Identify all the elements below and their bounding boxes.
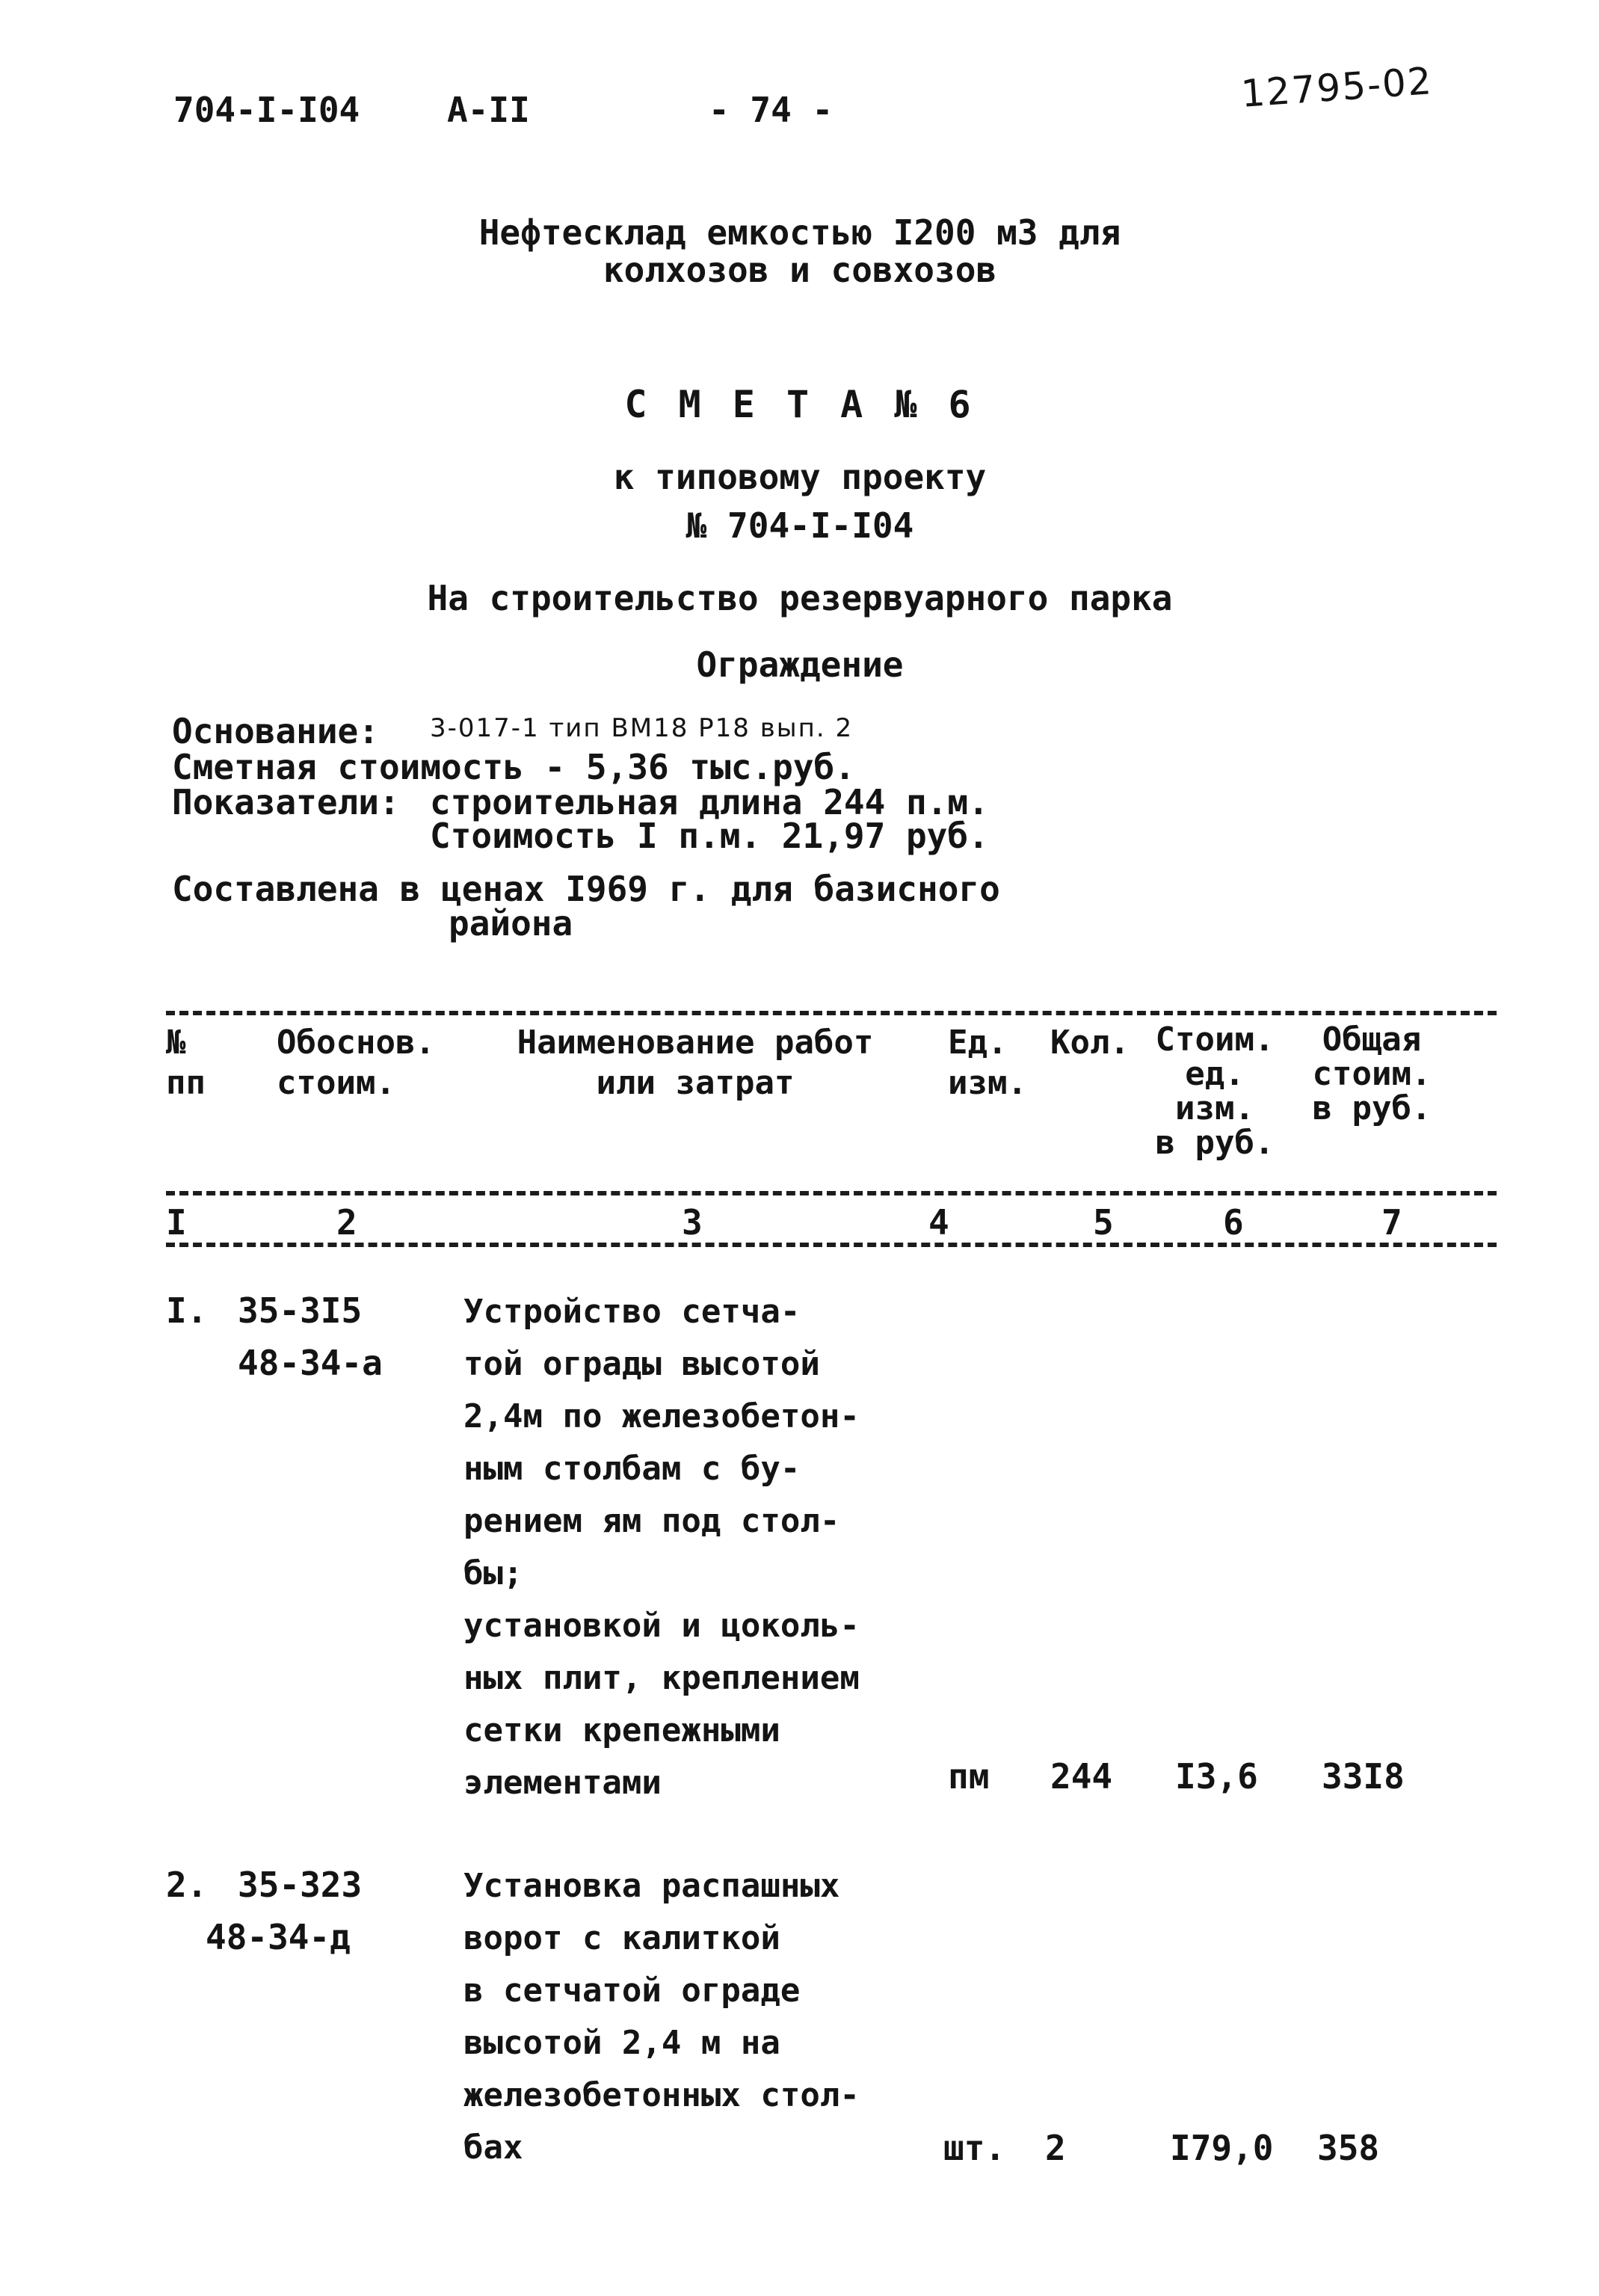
row-description: Устройство сетча- той ограды высотой 2,4м по железобетон- ным столбам с бу- рением ям под стол- бы; установкой и цоколь- ных плит, креплением сетки крепежными элементами	[463, 1293, 860, 1802]
smeta-title: С М Е Т А № 6	[624, 383, 976, 426]
page-number: - 74 -	[709, 90, 834, 130]
header-unit: Ед. изм.	[948, 1024, 1027, 1102]
colnum-5: 5	[1093, 1202, 1114, 1243]
indicators-label: Показатели:	[172, 782, 400, 822]
album-code: А-II	[447, 90, 530, 130]
colnum-2: 2	[336, 1202, 357, 1243]
colnum-3: 3	[682, 1202, 703, 1243]
row-number: I.	[166, 1290, 208, 1331]
indicators-unit-cost: Стоимость I п.м. 21,97 руб.	[430, 816, 989, 856]
estimated-cost: Сметная стоимость - 5,36 тыс.руб.	[172, 747, 855, 787]
section-name: Ограждение	[696, 644, 904, 685]
basis-label: Основание:	[172, 711, 379, 751]
colnum-7: 7	[1381, 1202, 1402, 1243]
header-bottom-rule	[166, 1191, 1497, 1195]
basis-value: 3-017-1 тип ВМ18 Р18 вып. 2	[430, 713, 854, 743]
colnum-6: 6	[1223, 1202, 1244, 1243]
header-no: № пп	[166, 1024, 206, 1102]
row-qty: 244	[1050, 1756, 1113, 1797]
object-title-line1: Нефтесклад емкостью I200 м3 для	[478, 212, 1121, 253]
doc-code: 704-I-I04	[173, 90, 360, 130]
header-unit-price: Стоим. ед. изм. в руб.	[1155, 1021, 1275, 1162]
row-unit-price: I79,0	[1170, 2128, 1274, 2168]
row-qty: 2	[1045, 2128, 1066, 2168]
row-unit: шт.	[943, 2128, 1006, 2168]
row-unit: пм	[948, 1756, 990, 1797]
row-description: Установка распашных ворот с калиткой в сетчатой ограде высотой 2,4 м на железобетонных стол- бах	[463, 1867, 860, 2167]
row-basis-2: 48-34-а	[238, 1343, 383, 1383]
row-basis-1: 35-323	[238, 1865, 363, 1905]
row-basis-1: 35-3I5	[238, 1290, 363, 1331]
header-total: Общая стоим. в руб.	[1312, 1021, 1432, 1127]
price-basis-line2: района	[449, 903, 573, 944]
row-unit-price: I3,6	[1175, 1756, 1258, 1797]
colnum-bottom-rule	[166, 1243, 1497, 1247]
header-qty: Кол.	[1050, 1024, 1130, 1062]
row-basis-2: 48-34-д	[206, 1917, 351, 1957]
indicators-length: строительная длина 244 п.м.	[430, 782, 989, 822]
row-total: 358	[1317, 2128, 1380, 2168]
header-name: Наименование работ или затрат	[517, 1024, 874, 1102]
archive-stamp: 12795-02	[1239, 59, 1435, 116]
table-top-rule	[166, 1011, 1497, 1015]
colnum-4: 4	[928, 1202, 949, 1243]
row-total: 33I8	[1322, 1756, 1405, 1797]
header-basis: Обоснов. стоим.	[277, 1024, 435, 1102]
project-number: № 704-I-I04	[685, 505, 914, 546]
colnum-1: I	[166, 1202, 187, 1243]
price-basis-line1: Составлена в ценах I969 г. для базисного	[172, 869, 1000, 909]
construction-subject: На строительство резервуарного парка	[427, 578, 1173, 618]
row-number: 2.	[166, 1865, 208, 1905]
object-title-line2: колхозов и совхозов	[603, 250, 997, 290]
to-project: к типовому проекту	[613, 457, 987, 497]
